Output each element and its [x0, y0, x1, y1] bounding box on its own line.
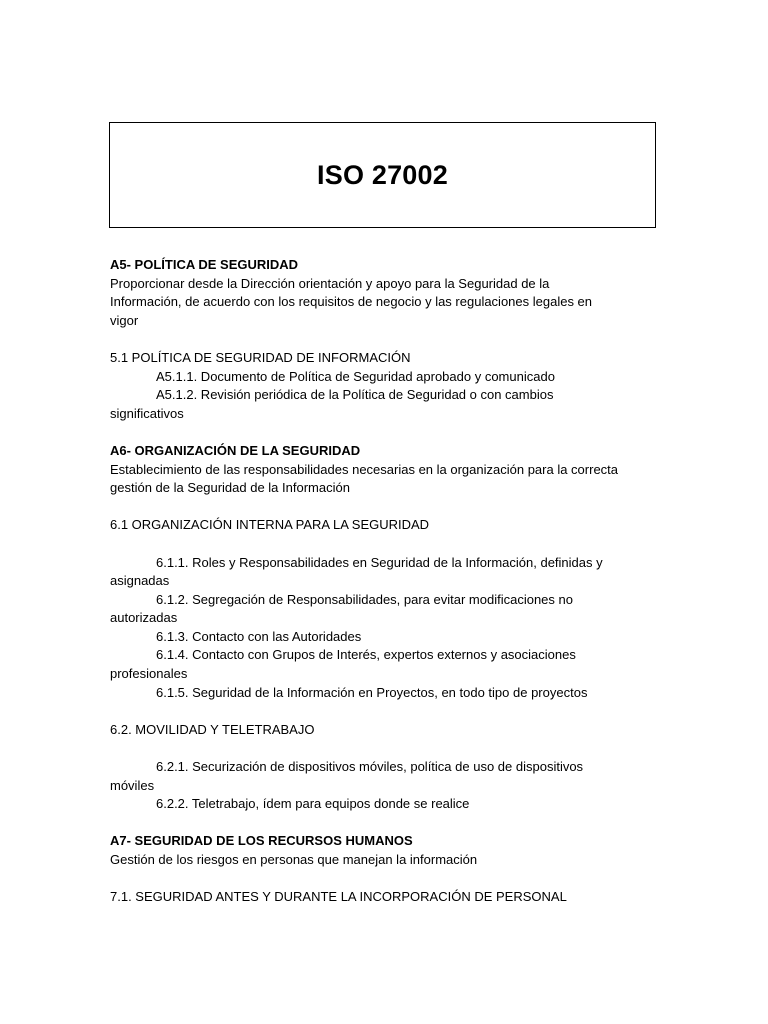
text-line: Proporcionar desde la Dirección orientación y apoyo para la Seguridad de la [110, 275, 550, 291]
text-line: asignadas [110, 573, 170, 589]
text-line: gestión de la Seguridad de la Información [110, 480, 350, 496]
text-line: vigor [110, 312, 139, 328]
clause-line: A5.1.2. Revisión periódica de la Política de Seguridad o con cambios [156, 387, 554, 403]
text-line: profesionales [110, 666, 188, 682]
text-line: 6.2. MOVILIDAD Y TELETRABAJO [110, 721, 315, 737]
text-line: autorizadas [110, 610, 178, 626]
blank-line [110, 535, 650, 554]
text-line: Gestión de los riesgos en personas que manejan la información [110, 852, 478, 867]
clause-line: 6.1.4. Contacto con Grupos de Interés, expertos externos y asociaciones [156, 647, 576, 663]
section-heading: A5- POLÍTICA DE SEGURIDAD [110, 257, 299, 272]
clause-line: 6.2.1. Securización de dispositivos móviles, política de uso de dispositivos [156, 759, 584, 775]
text-line: móviles [110, 777, 155, 793]
document-title: ISO 27002 [317, 159, 448, 190]
text-line: 5.1 POLÍTICA DE SEGURIDAD DE INFORMACIÓN [110, 349, 411, 365]
title-box [109, 122, 656, 228]
text-line: significativos [110, 405, 184, 421]
blank-line [110, 330, 650, 349]
text-line: 7.1. SEGURIDAD ANTES Y DURANTE LA INCORPORACIÓN DE PERSONAL [110, 889, 567, 905]
blank-line [110, 870, 650, 889]
document-body [110, 256, 650, 907]
section-heading: A6- ORGANIZACIÓN DE LA SEGURIDAD [110, 442, 361, 458]
clause-line: 6.1.1. Roles y Responsabilidades en Seguridad de la Información, definidas y [156, 554, 603, 570]
blank-line [110, 498, 650, 517]
clause-line: 6.1.5. Seguridad de la Información en Proyectos, en todo tipo de proyectos [156, 684, 588, 700]
clause-line: 6.1.2. Segregación de Responsabilidades, para evitar modificaciones no [156, 591, 573, 607]
section-heading: A7- SEGURIDAD DE LOS RECURSOS HUMANOS [110, 833, 413, 849]
text-line: Información, de acuerdo con los requisitos de negocio y las regulaciones legales en [110, 294, 593, 310]
text-line: 6.1 ORGANIZACIÓN INTERNA PARA LA SEGURIDAD [110, 517, 430, 533]
text-line: Establecimiento de las responsabilidades necesarias en la organización para la correcta [110, 461, 619, 477]
blank-line [110, 739, 650, 758]
blank-line [110, 423, 650, 442]
blank-line [110, 814, 650, 833]
clause-line: A5.1.1. Documento de Política de Seguridad aprobado y comunicado [156, 368, 555, 384]
clause-line: 6.2.2. Teletrabajo, ídem para equipos donde se realice [156, 796, 470, 812]
blank-line [110, 702, 650, 721]
clause-line: 6.1.3. Contacto con las Autoridades [156, 628, 362, 644]
